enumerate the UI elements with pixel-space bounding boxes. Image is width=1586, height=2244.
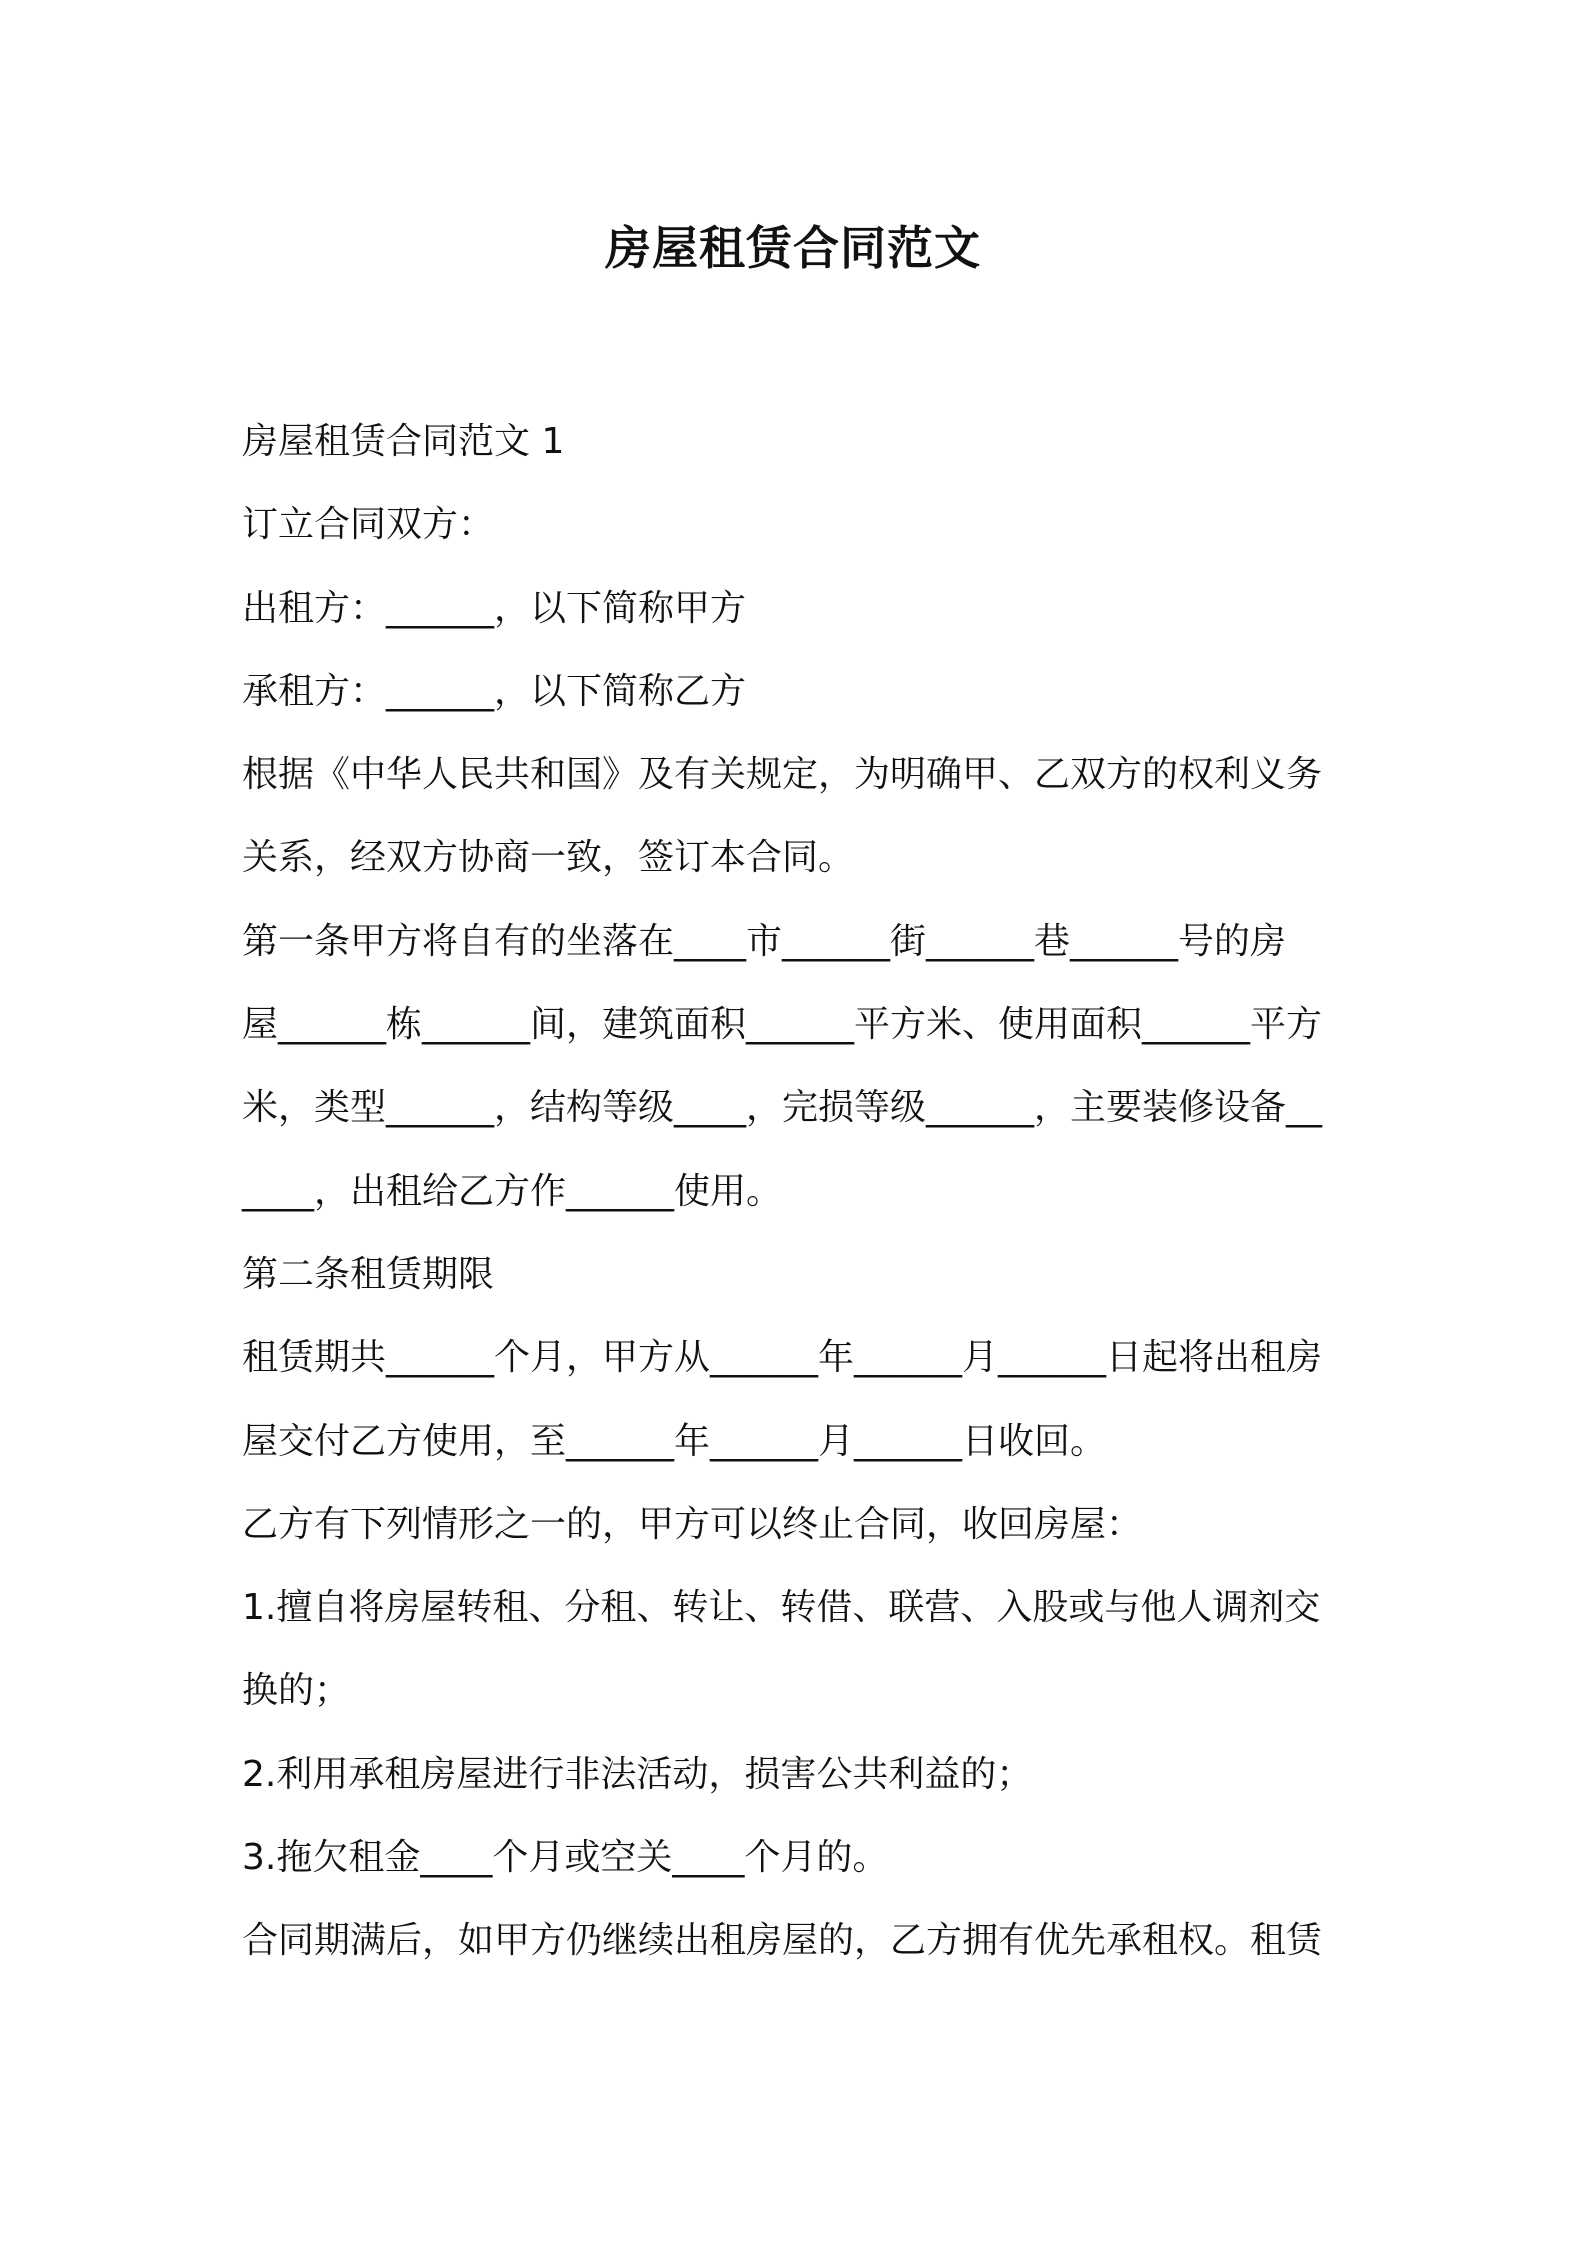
paragraph-line: 米，类型______，结构等级____，完损等级______，主要装修设备__ [242,1087,1323,1129]
subheading-contract-1: 房屋租赁合同范文 1 [242,421,565,462]
paragraph-line: 订立合同双方： [242,504,495,546]
paragraph-line: 租赁期共______个月，甲方从______年______月______日起将出租房 [242,1337,1323,1379]
paragraph-line: 根据《中华人民共和国》及有关规定，为明确甲、乙双方的权利义务 [242,754,1323,796]
paragraph-line: 1.擅自将房屋转租、分租、转让、转借、联营、入股或与他人调剂交 [242,1587,1321,1629]
paragraph-line: 关系，经双方协商一致，签订本合同。 [242,837,855,879]
paragraph-line: 2.利用承租房屋进行非法活动，损害公共利益的； [242,1753,1033,1795]
paragraph-line: 换的； [242,1670,351,1712]
paragraph-line: 乙方有下列情形之一的，甲方可以终止合同，收回房屋： [242,1503,1143,1545]
paragraph-line: 第一条甲方将自有的坐落在____市______街______巷______号的房 [242,920,1287,962]
paragraph-line: 3.拖欠租金____个月或空关____个月的。 [242,1837,889,1879]
paragraph-line: 屋交付乙方使用，至______年______月______日收回。 [242,1420,1107,1462]
paragraph-line: 屋______栋______间，建筑面积______平方米、使用面积______平方 [242,1004,1323,1046]
document-title: 房屋租赁合同范文 [605,221,981,275]
paragraph-line: 第二条租赁期限 [242,1253,495,1295]
document-body [242,400,1354,1983]
paragraph-line: 出租方：______，以下简称甲方 [242,587,747,629]
paragraph-line: ____，出租给乙方作______使用。 [242,1170,783,1212]
paragraph-line: 承租方：______，以下简称乙方 [242,670,747,712]
paragraph-line: 合同期满后，如甲方仍继续出租房屋的，乙方拥有优先承租权。租赁 [242,1920,1323,1962]
